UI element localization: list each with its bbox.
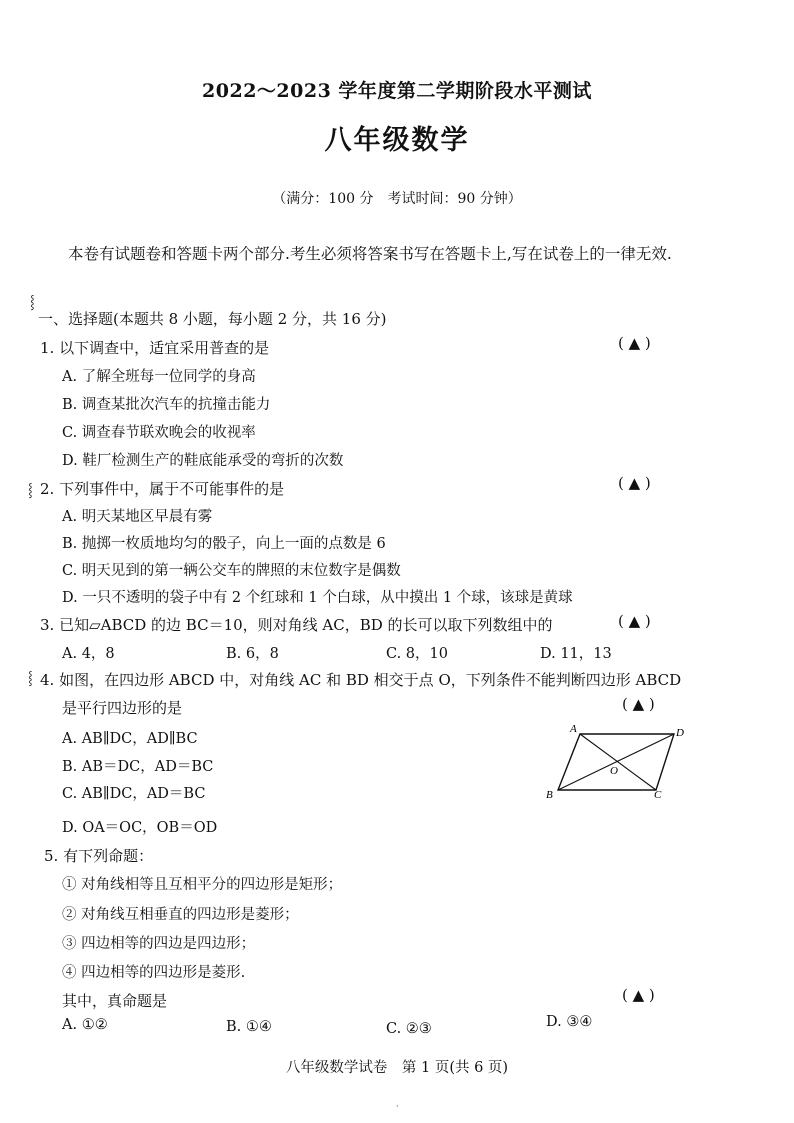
q1-stem: 1. 以下调查中，适宜采用普查的是	[40, 339, 270, 357]
q4-option-c: C. AB∥DC，AD＝BC	[62, 786, 206, 802]
exam-notice: 本卷有试题卷和答题卡两个部分.考生必须将答案书写在答题卡上,写在试卷上的一律无效.	[68, 245, 672, 263]
subject-title: 八年级数学	[324, 125, 470, 156]
q5-proposition-2: ② 对角线互相垂直的四边形是菱形；	[62, 907, 299, 923]
q3-option-d: D. 11，13	[540, 646, 612, 662]
margin-mark: ⸾	[30, 295, 35, 310]
vertex-label-c: C	[654, 789, 662, 801]
exam-title: 2022～2023 学年度第二学期阶段水平测试	[202, 80, 592, 102]
margin-mark: ⸾	[28, 671, 33, 686]
q5-stem: 5. 有下列命题：	[44, 847, 154, 865]
vertex-label-b: B	[546, 789, 553, 801]
q5-answer-mark: ( ▲ )	[622, 986, 655, 1004]
q4-stem-line1: 4. 如图，在四边形 ABCD 中，对角线 AC 和 BD 相交于点 O，下列条件不能判断四边形 ABCD	[40, 671, 682, 689]
q4-stem-line2: 是平行四边形的是	[62, 699, 183, 717]
q5-option-d: D. ③④	[546, 1014, 593, 1030]
q1-option-d: D. 鞋厂检测生产的鞋底能承受的弯折的次数	[62, 453, 344, 469]
q1-answer-mark: ( ▲ )	[618, 334, 651, 352]
q2-option-b: B. 抛掷一枚质地均匀的骰子，向上一面的点数是 6	[62, 536, 386, 552]
q3-option-b: B. 6，8	[226, 646, 279, 662]
q5-option-a: A. ①②	[62, 1017, 108, 1033]
q5-option-b: B. ①④	[226, 1019, 272, 1035]
q5-ask: 其中，真命题是	[62, 992, 168, 1010]
q2-stem: 2. 下列事件中，属于不可能事件的是	[40, 480, 285, 498]
q4-option-d: D. OA＝OC，OB＝OD	[62, 820, 218, 836]
q5-proposition-3: ③ 四边相等的四边是四边形；	[62, 936, 256, 952]
q3-stem: 3. 已知▱ABCD 的边 BC＝10，则对角线 AC，BD 的长可以取下列数组中的	[40, 616, 553, 634]
q4-answer-mark: ( ▲ )	[622, 695, 655, 713]
q3-option-c: C. 8，10	[386, 646, 448, 662]
scan-dot: ·	[396, 1102, 399, 1111]
q3-answer-mark: ( ▲ )	[618, 612, 651, 630]
section-heading: 一、选择题(本题共 8 小题，每小题 2 分，共 16 分)	[38, 310, 387, 328]
q1-option-b: B. 调查某批次汽车的抗撞击能力	[62, 397, 271, 413]
q1-option-c: C. 调查春节联欢晚会的收视率	[62, 425, 256, 441]
q2-answer-mark: ( ▲ )	[618, 474, 651, 492]
q4-parallelogram-figure	[540, 722, 690, 802]
vertex-label-d: D	[676, 727, 684, 739]
q2-option-c: C. 明天见到的第一辆公交车的牌照的末位数字是偶数	[62, 563, 401, 579]
q2-option-a: A. 明天某地区早晨有雾	[62, 509, 213, 525]
q5-option-c: C. ②③	[386, 1021, 432, 1037]
diagonal-ac	[580, 734, 656, 790]
diagonal-bd	[558, 734, 674, 790]
intersection-label-o: O	[610, 765, 618, 777]
q5-proposition-1: ① 对角线相等且互相平分的四边形是矩形；	[62, 877, 343, 893]
q4-option-a: A. AB∥DC，AD∥BC	[62, 731, 198, 747]
exam-info: （满分：100 分 考试时间：90 分钟）	[272, 191, 522, 207]
q2-option-d: D. 一只不透明的袋子中有 2 个红球和 1 个白球，从中摸出 1 个球，该球是黄球	[62, 590, 573, 606]
page-footer: 八年级数学试卷 第 1 页(共 6 页)	[285, 1060, 509, 1076]
q4-option-b: B. AB＝DC，AD＝BC	[62, 759, 214, 775]
q5-proposition-4: ④ 四边相等的四边形是菱形.	[62, 965, 246, 981]
q1-option-a: A. 了解全班每一位同学的身高	[62, 369, 256, 385]
margin-mark: ⸾	[28, 483, 33, 498]
q3-option-a: A. 4，8	[62, 646, 115, 662]
vertex-label-a: A	[570, 723, 577, 735]
